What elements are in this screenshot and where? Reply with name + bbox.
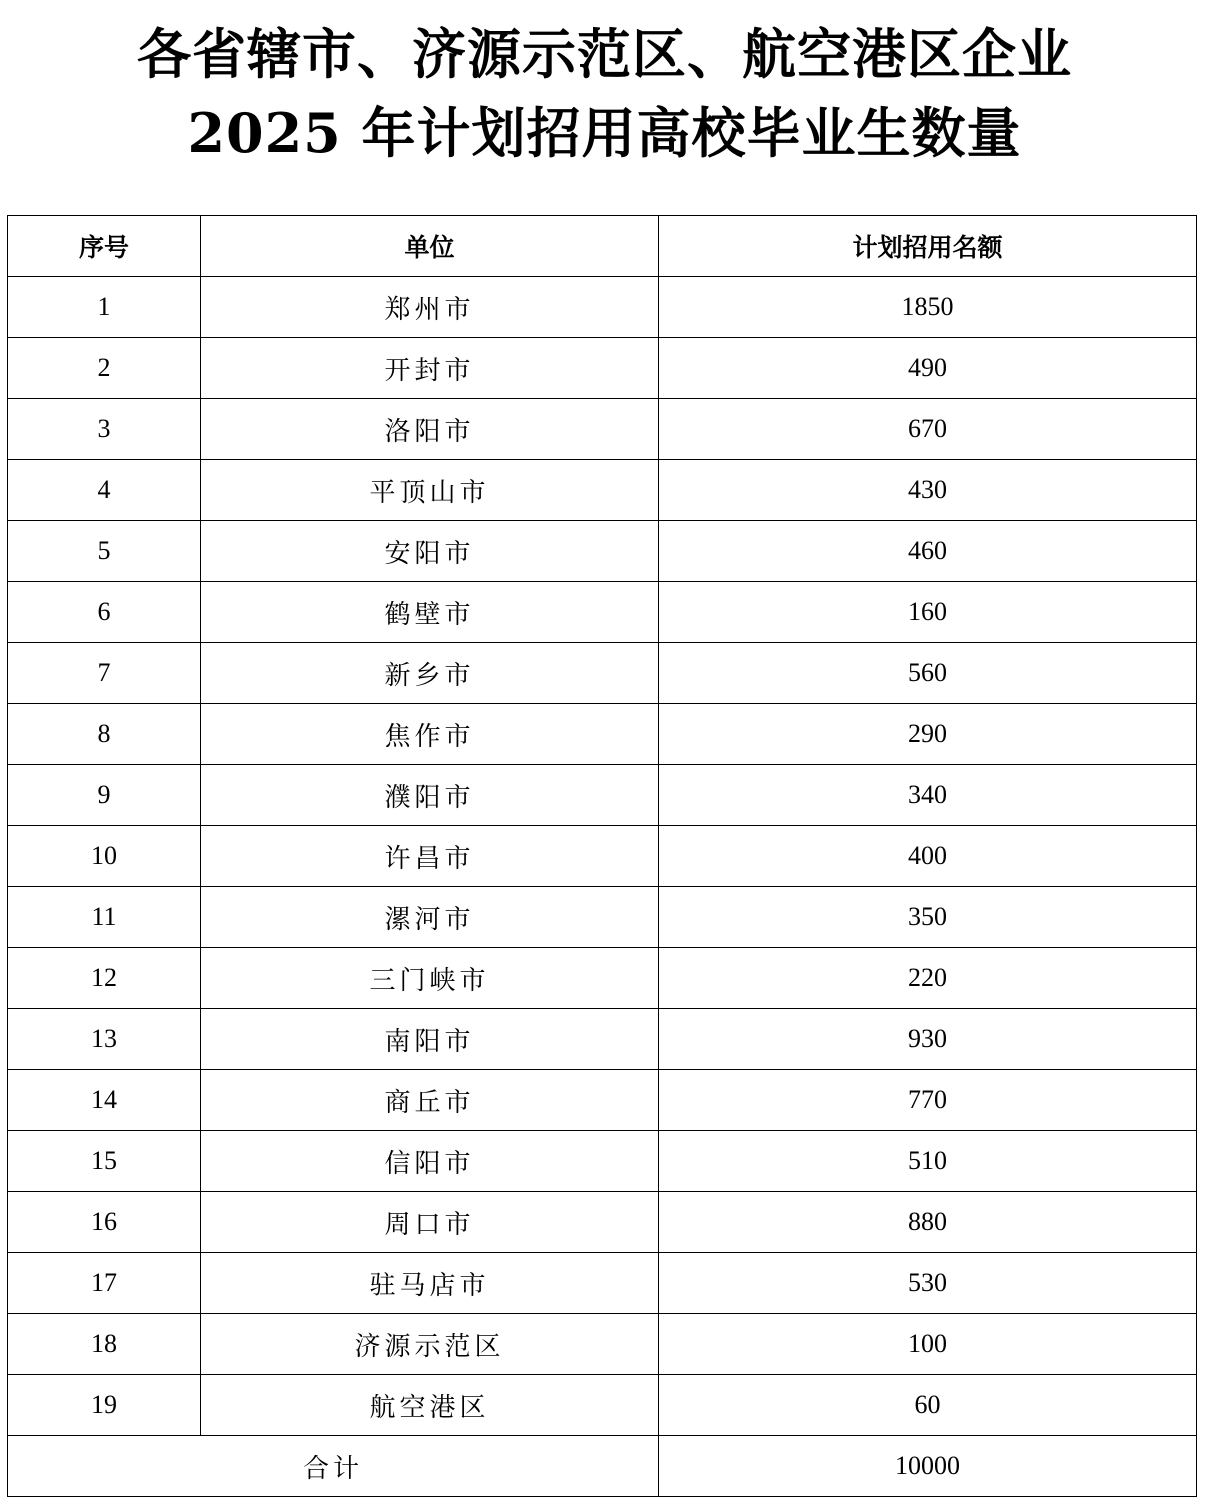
row-quota-cell: 670 [659,399,1197,460]
row-index-cell: 3 [8,399,201,460]
row-quota-cell: 100 [659,1314,1197,1375]
table-total-row [8,1436,1197,1497]
table-row [8,765,1197,826]
row-index-cell: 17 [8,1253,201,1314]
total-label: 合计 [8,1436,659,1497]
row-quota-cell: 350 [659,887,1197,948]
table-row [8,826,1197,887]
total-quota: 10000 [659,1436,1197,1497]
header-unit: 单位 [201,216,659,277]
row-index-cell: 15 [8,1131,201,1192]
row-index-cell: 19 [8,1375,201,1436]
row-quota-cell: 1850 [659,277,1197,338]
table-row [8,704,1197,765]
row-quota-cell: 770 [659,1070,1197,1131]
row-index-cell: 10 [8,826,201,887]
table-row [8,1253,1197,1314]
row-index-cell: 8 [8,704,201,765]
table-row [8,521,1197,582]
row-unit-cell: 三门峡市 [201,948,659,1009]
row-quota-cell: 400 [659,826,1197,887]
row-index-cell: 18 [8,1314,201,1375]
row-unit-cell: 焦作市 [201,704,659,765]
table-row [8,948,1197,1009]
table-header-row [8,216,1197,277]
row-quota-cell: 510 [659,1131,1197,1192]
table-body [8,277,1197,1436]
row-unit-cell: 漯河市 [201,887,659,948]
row-index-cell: 16 [8,1192,201,1253]
row-quota-cell: 530 [659,1253,1197,1314]
row-unit-cell: 新乡市 [201,643,659,704]
row-index-cell: 12 [8,948,201,1009]
row-index-cell: 13 [8,1009,201,1070]
row-index-cell: 11 [8,887,201,948]
table-row [8,1192,1197,1253]
table-row [8,887,1197,948]
row-quota-cell: 490 [659,338,1197,399]
row-unit-cell: 南阳市 [201,1009,659,1070]
table-row [8,582,1197,643]
row-index-cell: 7 [8,643,201,704]
row-unit-cell: 洛阳市 [201,399,659,460]
row-unit-cell: 驻马店市 [201,1253,659,1314]
table-row [8,338,1197,399]
quota-table [7,215,1197,1497]
table-row [8,1131,1197,1192]
row-quota-cell: 290 [659,704,1197,765]
row-quota-cell: 160 [659,582,1197,643]
row-index-cell: 9 [8,765,201,826]
row-unit-cell: 商丘市 [201,1070,659,1131]
table-row [8,277,1197,338]
row-unit-cell: 许昌市 [201,826,659,887]
row-unit-cell: 航空港区 [201,1375,659,1436]
table-row [8,1375,1197,1436]
row-unit-cell: 信阳市 [201,1131,659,1192]
row-index-cell: 4 [8,460,201,521]
row-quota-cell: 220 [659,948,1197,1009]
header-index: 序号 [8,216,201,277]
row-quota-cell: 880 [659,1192,1197,1253]
row-unit-cell: 安阳市 [201,521,659,582]
row-index-cell: 14 [8,1070,201,1131]
header-quota: 计划招用名额 [659,216,1197,277]
row-index-cell: 5 [8,521,201,582]
row-unit-cell: 济源示范区 [201,1314,659,1375]
page-title-line-1: 各省辖市、济源示范区、航空港区企业 [137,22,1072,86]
table-row [8,399,1197,460]
table-row [8,1314,1197,1375]
row-quota-cell: 340 [659,765,1197,826]
page-title-line-2: 2025 年计划招用高校毕业生数量 [187,101,1022,165]
row-quota-cell: 430 [659,460,1197,521]
row-unit-cell: 鹤壁市 [201,582,659,643]
row-index-cell: 2 [8,338,201,399]
row-unit-cell: 郑州市 [201,277,659,338]
row-quota-cell: 460 [659,521,1197,582]
row-index-cell: 6 [8,582,201,643]
row-quota-cell: 930 [659,1009,1197,1070]
row-unit-cell: 平顶山市 [201,460,659,521]
table-row [8,460,1197,521]
row-unit-cell: 开封市 [201,338,659,399]
row-quota-cell: 60 [659,1375,1197,1436]
table-row [8,643,1197,704]
row-index-cell: 1 [8,277,201,338]
table-row [8,1009,1197,1070]
row-unit-cell: 周口市 [201,1192,659,1253]
row-unit-cell: 濮阳市 [201,765,659,826]
row-quota-cell: 560 [659,643,1197,704]
table-row [8,1070,1197,1131]
